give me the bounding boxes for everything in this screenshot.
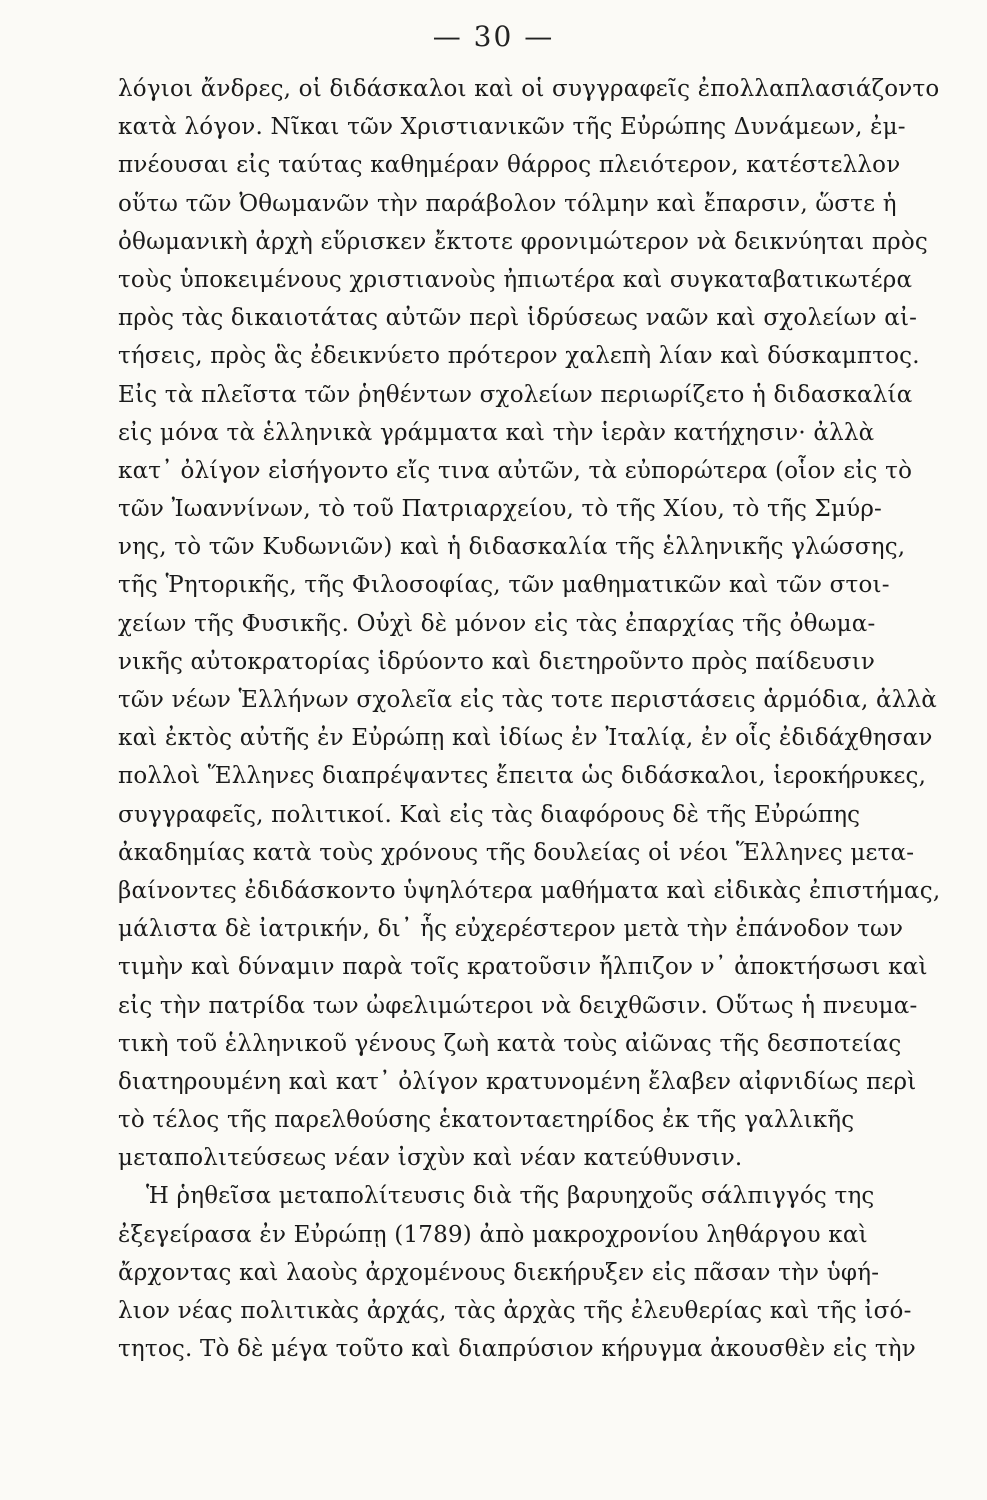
body-text: [118, 70, 941, 1368]
text-line: οὕτω τῶν Ὀθωμανῶν τὴν παράβολον τόλμην καὶ ἔπαρσιν, ὥστε ἡ: [118, 190, 897, 217]
text-line: κατ᾽ ὀλίγον εἰσήγοντο εἴς τινα αὐτῶν, τὰ εὐπορώτερα (οἷον εἰς τὸ: [118, 457, 913, 484]
text-line: Εἰς τὰ πλεῖστα τῶν ῥηθέντων σχολείων περιωρίζετο ἡ διδασκαλία: [118, 381, 913, 408]
text-line: ὀθωμανικὴ ἀρχὴ εὕρισκεν ἔκτοτε φρονιμώτερον νὰ δεικνύηται πρὸς: [118, 228, 928, 255]
text-line: νικῆς αὐτοκρατορίας ἱδρύοντο καὶ διετηροῦντο πρὸς παίδευσιν: [118, 648, 876, 675]
text-line: εἰς μόνα τὰ ἑλληνικὰ γράμματα καὶ τὴν ἱερὰν κατήχησιν· ἀλλὰ: [118, 419, 875, 446]
paragraph-start-line: Ἡ ῥηθεῖσα μεταπολίτευσις διὰ τῆς βαρυηχοῦς σάλπιγγός της: [146, 1183, 875, 1210]
text-line: τῶν νέων Ἑλλήνων σχολεῖα εἰς τὰς τοτε περιστάσεις ἁρμόδια, ἀλλὰ: [118, 687, 938, 713]
text-line: μεταπολιτεύσεως νέαν ἰσχὺν καὶ νέαν κατεύθυνσιν.: [118, 1145, 743, 1172]
text-line: μάλιστα δὲ ἰατρικήν, δι᾽ ἧς εὐχερέστερον μετὰ τὴν ἐπάνοδον των: [118, 916, 904, 943]
text-line: λόγιοι ἄνδρες, οἱ διδάσκαλοι καὶ οἱ συγγραφεῖς ἐπολλαπλασιάζοντο: [118, 76, 940, 102]
text-line: πνέουσαι εἰς ταύτας καθημέραν θάρρος πλειότερον, κατέστελλον: [118, 152, 901, 179]
text-line: τικὴ τοῦ ἑλληνικοῦ γένους ζωὴ κατὰ τοὺς αἰῶνας τῆς δεσποτείας: [118, 1030, 902, 1057]
text-line: πολλοὶ Ἕλληνες διαπρέψαντες ἔπειτα ὡς διδάσκαλοι, ἱεροκήρυκες,: [118, 763, 927, 790]
text-line: πρὸς τὰς δικαιοτάτας αὐτῶν περὶ ἱδρύσεως ναῶν καὶ σχολείων αἰ-: [118, 305, 918, 332]
text-line: τήσεις, πρὸς ἃς ἐδεικνύετο πρότερον χαλεπὴ λίαν καὶ δύσκαμπτος.: [118, 343, 920, 370]
text-line: τητος. Τὸ δὲ μέγα τοῦτο καὶ διαπρύσιον κήρυγμα ἀκουσθὲν εἰς τὴν: [118, 1336, 916, 1363]
page-number: — 30 —: [432, 20, 555, 53]
text-line: τῆς Ῥητορικῆς, τῆς Φιλοσοφίας, τῶν μαθηματικῶν καὶ τῶν στοι-: [118, 572, 890, 599]
text-line: τοὺς ὑποκειμένους χριστιανοὺς ἠπιωτέρα καὶ συγκαταβατικωτέρα: [118, 266, 913, 293]
text-line: ἄρχοντας καὶ λαοὺς ἀρχομένους διεκήρυξεν εἰς πᾶσαν τὴν ὑφή-: [118, 1259, 880, 1286]
text-line: τὸ τέλος τῆς παρελθούσης ἑκατονταετηρίδος ἐκ τῆς γαλλικῆς: [118, 1107, 855, 1134]
text-line: κατὰ λόγον. Νῖκαι τῶν Χριστιανικῶν τῆς Εὐρώπης Δυνάμεων, ἐμ-: [118, 114, 906, 141]
text-line: εἰς τὴν πατρίδα των ὠφελιμώτεροι νὰ δειχθῶσιν. Οὕτως ἡ πνευμα-: [118, 992, 918, 1019]
text-line: συγγραφεῖς, πολιτικοί. Καὶ εἰς τὰς διαφόρους δὲ τῆς Εὐρώπης: [118, 801, 861, 828]
text-line: τῶν Ἰωαννίνων, τὸ τοῦ Πατριαρχείου, τὸ τῆς Χίου, τὸ τῆς Σμύρ-: [118, 496, 883, 523]
text-line: ἐξεγείρασα ἐν Εὐρώπῃ (1789) ἀπὸ μακροχρονίου ληθάργου καὶ: [118, 1221, 868, 1248]
text-line: τιμὴν καὶ δύναμιν παρὰ τοῖς κρατοῦσιν ἤλπιζον ν᾽ ἀποκτήσωσι καὶ: [118, 954, 928, 981]
text-line: λιον νέας πολιτικὰς ἀρχάς, τὰς ἀρχὰς τῆς ἐλευθερίας καὶ τῆς ἰσό-: [118, 1298, 912, 1324]
text-line: καὶ ἐκτὸς αὐτῆς ἐν Εὐρώπῃ καὶ ἰδίως ἐν Ἰταλίᾳ, ἐν οἷς ἐδιδάχθησαν: [118, 725, 933, 752]
text-line: διατηρουμένη καὶ κατ᾽ ὀλίγον κρατυνομένη ἔλαβεν αἰφνιδίως περὶ: [118, 1068, 917, 1095]
text-line: βαίνοντες ἐδιδάσκοντο ὑψηλότερα μαθήματα καὶ εἰδικὰς ἐπιστήμας,: [118, 877, 941, 904]
text-line: ἀκαδημίας κατὰ τοὺς χρόνους τῆς δουλείας οἱ νέοι Ἕλληνες μετα-: [118, 839, 915, 866]
text-line: χείων τῆς Φυσικῆς. Οὐχὶ δὲ μόνον εἰς τὰς ἐπαρχίας τῆς ὀθωμα-: [118, 610, 876, 637]
text-line: νης, τὸ τῶν Κυδωνιῶν) καὶ ἡ διδασκαλία τῆς ἑλληνικῆς γλώσσης,: [118, 534, 906, 561]
